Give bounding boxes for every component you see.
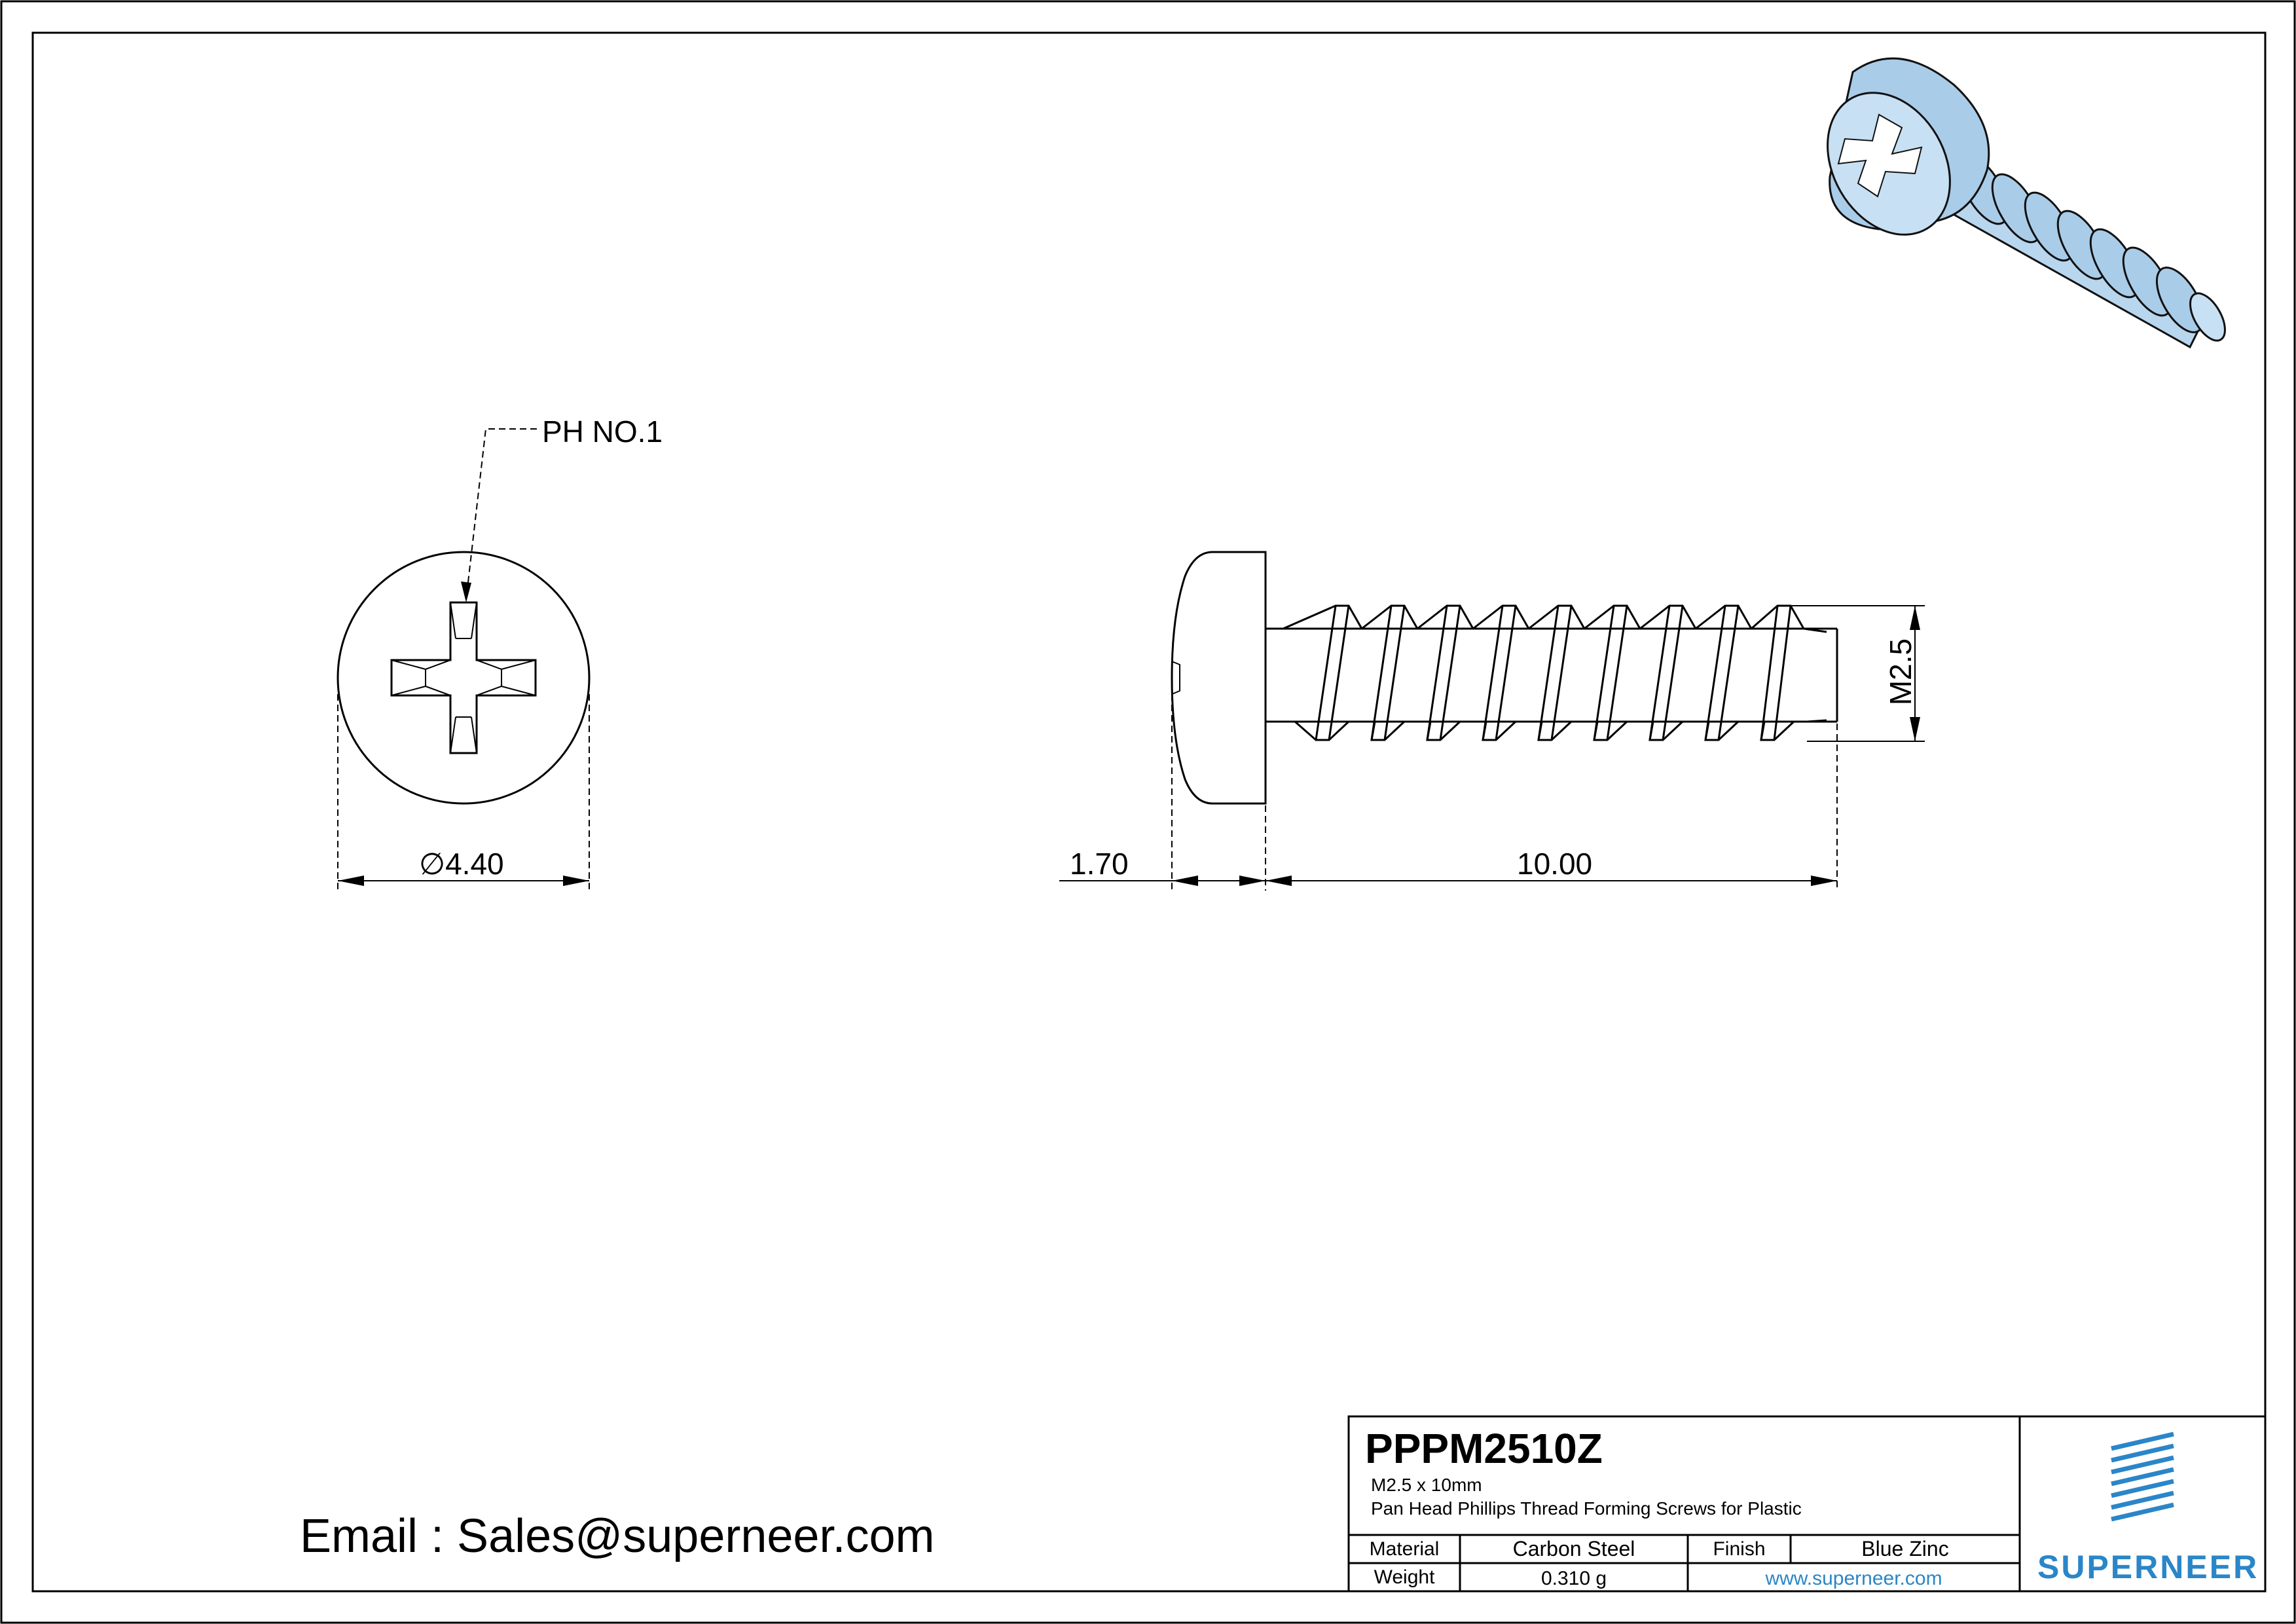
length-callout: 10.00	[1517, 847, 1593, 881]
head-slot-detail	[1172, 661, 1180, 694]
side-view	[1059, 552, 1925, 891]
pan-head-profile	[1172, 552, 1266, 803]
superneer-logo-icon	[2111, 1434, 2174, 1519]
outer-border	[1, 1, 2295, 1623]
thread-profile	[1283, 606, 1827, 740]
isometric-screw-view	[1803, 58, 2232, 347]
part-size: M2.5 x 10mm	[1371, 1475, 1482, 1495]
weight-label: Weight	[1374, 1566, 1435, 1588]
website-link[interactable]: www.superneer.com	[1765, 1568, 1942, 1589]
inner-border	[33, 33, 2265, 1591]
contact-email: Email : Sales@superneer.com	[300, 1510, 935, 1562]
diameter-callout	[419, 849, 504, 879]
diameter-value: 4.40	[445, 847, 504, 881]
drive-type-callout: PH NO.1	[542, 415, 663, 449]
material-label: Material	[1369, 1538, 1440, 1560]
diameter-symbol: ∅	[419, 847, 446, 881]
thread-size-callout: M2.5	[1884, 638, 1918, 706]
finish-value: Blue Zinc	[1861, 1537, 1949, 1560]
head-height-callout: 1.70	[1070, 847, 1129, 881]
phillips-recess	[392, 602, 536, 753]
brand-name: SUPERNEER	[2037, 1549, 2259, 1585]
drive-leader-arrow	[461, 581, 471, 602]
part-number: PPPM2510Z	[1365, 1425, 1603, 1472]
finish-label: Finish	[1713, 1538, 1766, 1560]
top-view	[338, 429, 589, 891]
drive-leader	[466, 429, 537, 599]
iso-pan-head	[1803, 58, 1989, 257]
part-description: Pan Head Phillips Thread Forming Screws for Plastic	[1371, 1498, 1802, 1519]
recess-facets	[392, 602, 536, 753]
material-value: Carbon Steel	[1512, 1537, 1635, 1560]
weight-value: 0.310 g	[1540, 1568, 1607, 1589]
